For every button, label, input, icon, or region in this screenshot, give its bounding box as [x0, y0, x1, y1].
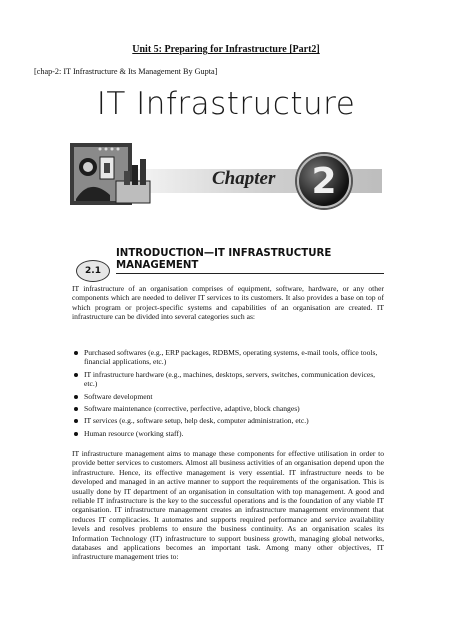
management-paragraph: IT infrastructure management aims to manage these components for effective utilisation in order to provide better services to customers. Almost all business activities of an organisation depend upon the infrastructure. Hence, its effective management is very essential. IT infrastructure needs to be developed and managed in an active manner to support the requirements of the organisation. This is usually done by IT department of an organisation in consultation with top management. A good and reliable IT infrastructure is the key to the successful operations and is the foundation of any viable IT organisation. IT infrastructure management creates an infrastructure management environment that reduces IT complicacies. It automates and supports required performance and service availability levels and resolves problems to ensure the business continuity. As an organisation scales its Information Technology (IT) infrastructure to support business growth, managing global networks, databases and applications becomes an important task. Among many other objectives, IT infrastructure management tries to:	[72, 449, 384, 562]
bullet-icon	[74, 351, 78, 355]
page-title: Unit 5: Preparing for Infrastructure [Part2]	[132, 44, 320, 55]
list-item-text: Software maintenance (corrective, perfective, adaptive, block changes)	[84, 404, 300, 414]
list-item-text: IT services (e.g., software setup, help desk, computer administration, etc.)	[84, 416, 309, 426]
list-item-text: IT infrastructure hardware (e.g., machines, desktops, servers, switches, communication devices, etc.)	[84, 369, 376, 389]
bullet-icon	[74, 419, 78, 423]
bullet-icon	[74, 432, 78, 436]
list-item	[72, 416, 384, 425]
list-item-text: Purchased softwares (e.g., ERP packages, RDBMS, operating systems, e-mail tools, office tools, financial applications, etc.)	[84, 348, 378, 367]
list-item	[72, 404, 384, 413]
list-item	[72, 348, 384, 367]
chapter-number: 2	[311, 161, 337, 202]
list-item-text: Software development	[84, 391, 153, 401]
bullet-icon	[74, 407, 78, 411]
chapter-reference: [chap-2: IT Infrastructure & Its Management By Gupta]	[34, 67, 218, 76]
section-number-badge: 2.1	[76, 260, 110, 282]
chapter-banner	[70, 137, 382, 217]
list-item	[72, 429, 384, 438]
list-item	[72, 392, 384, 401]
bullet-icon	[74, 373, 78, 377]
bullet-icon	[74, 395, 78, 399]
intro-paragraph: IT infrastructure of an organisation comprises of equipment, software, hardware, or any other components which are needed to deliver IT services to its customers. It also provides a base on top of which program or project-specific systems and capabilities of an organisation are created. IT infrastructure can be divided into several categories such as:	[72, 284, 384, 322]
section-divider	[116, 273, 384, 274]
chapter-number-badge	[297, 154, 351, 208]
category-list	[72, 348, 384, 441]
chapter-illustration-icon	[70, 137, 160, 217]
chapter-main-title: IT Infrastructure	[96, 86, 356, 122]
section-heading	[72, 246, 384, 280]
list-item-text: Human resource (working staff).	[84, 428, 184, 438]
section-title: INTRODUCTION—IT INFRASTRUCTURE MANAGEMENT	[116, 248, 332, 271]
list-item	[72, 370, 384, 389]
chapter-label: Chapter	[212, 168, 276, 189]
